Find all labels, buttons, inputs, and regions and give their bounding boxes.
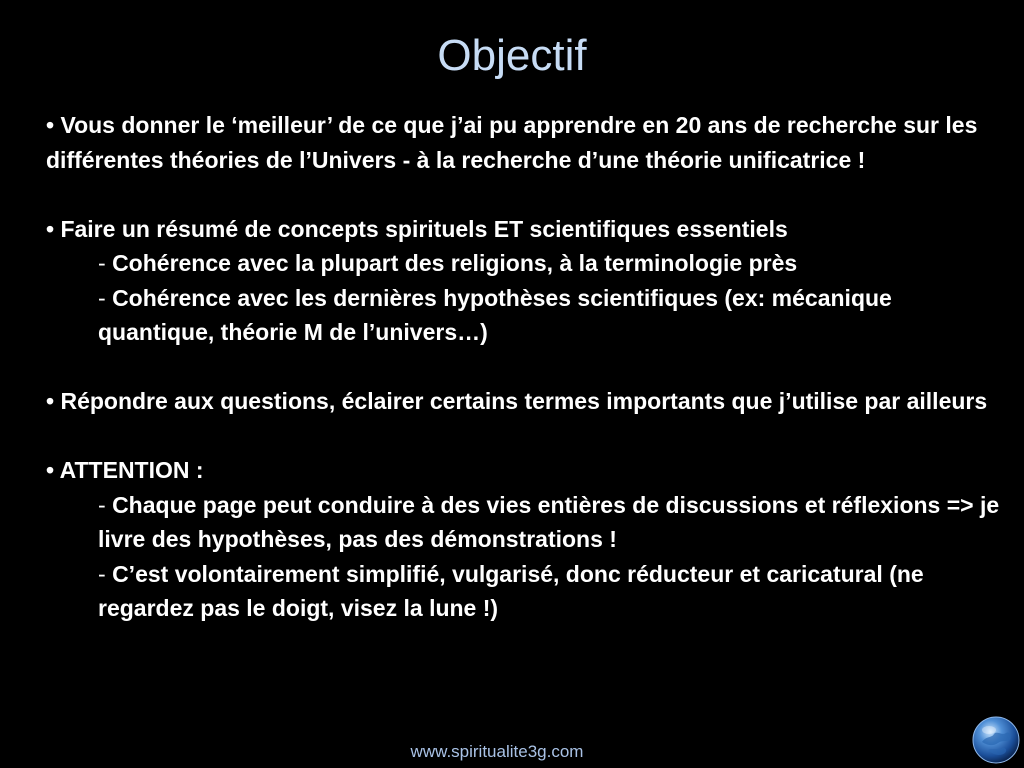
globe-icon (972, 716, 1020, 764)
bullet-text: Faire un résumé de concepts spirituels ET scientifiques essentiels (60, 215, 788, 242)
bullet-symbol: • (46, 457, 55, 483)
sub-item-text: Cohérence avec la plupart des religions, à la terminologie près (112, 250, 798, 276)
bullet-symbol: • (46, 215, 55, 242)
bullet-text: Répondre aux questions, éclairer certains termes importants que j’utilise par ailleurs (60, 388, 988, 414)
sub-item (98, 488, 1006, 557)
bullet-item (46, 212, 1006, 247)
bullet-symbol: • (46, 388, 55, 414)
bullet-item (46, 384, 1006, 419)
footer-url: www.spiritualite3g.com (410, 742, 584, 761)
slide-title: Objectif (437, 31, 587, 80)
dash-symbol: - (98, 284, 106, 311)
sub-item (98, 557, 1006, 626)
bullet-symbol: • (46, 112, 55, 138)
sub-item-text: C’est volontairement simplifié, vulgarisé, donc réducteur et caricatural (ne regardez pas le doigt, visez la lune !) (98, 560, 924, 621)
slide-content (46, 108, 1006, 626)
sub-item (98, 281, 1006, 350)
sub-item-text: Chaque page peut conduire à des vies entières de discussions et réflexions => je livre des hypothèses, pas des démonstrations ! (98, 491, 1000, 552)
dash-symbol: - (98, 491, 106, 518)
bullet-text: ATTENTION : (59, 457, 204, 483)
sub-item-text: Cohérence avec les dernières hypothèses scientifiques (ex: mécanique quantique, théorie M de l’univers…) (98, 284, 892, 345)
bullet-item (46, 453, 1006, 488)
bullet-item (46, 108, 1006, 177)
dash-symbol: - (98, 250, 106, 276)
dash-symbol: - (98, 560, 106, 587)
bullet-text: Vous donner le ‘meilleur’ de ce que j’ai pu apprendre en 20 ans de recherche sur les différentes théories de l’Univers - à la recherche d’une théorie unificatrice ! (46, 112, 978, 173)
sub-item (98, 246, 1006, 281)
